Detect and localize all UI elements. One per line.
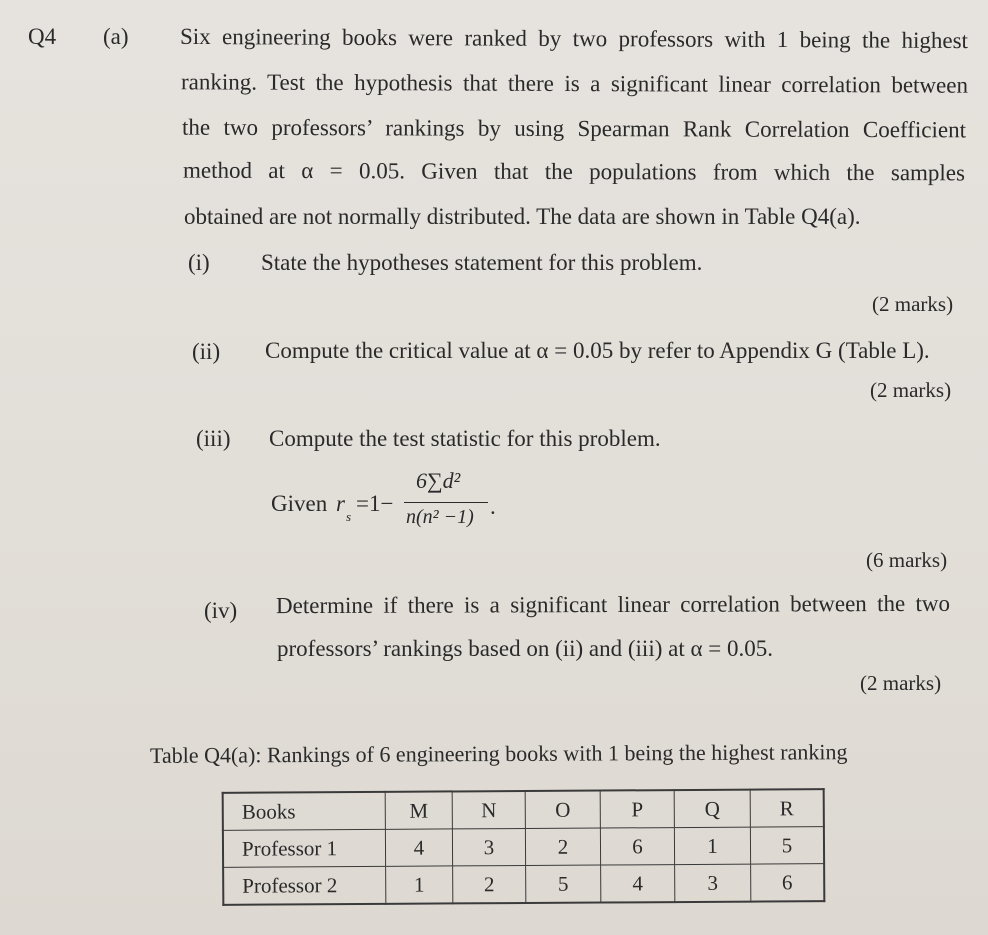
table-header-row xyxy=(223,789,824,830)
table-cell: Professor 2 xyxy=(223,866,386,904)
paragraph-line-1: Six engineering books were ranked by two professors with 1 being the highest xyxy=(179,23,969,54)
table-cell: 3 xyxy=(452,828,525,865)
table-header-cell: Books xyxy=(223,792,386,830)
formula-end: . xyxy=(490,494,496,519)
subpart-iv-label: (iv) xyxy=(204,598,238,623)
paragraph-line-4: method at α = 0.05. Given that the populations from which the samples xyxy=(182,157,966,186)
table-cell: 5 xyxy=(750,827,824,864)
table-cell: 2 xyxy=(453,865,526,903)
subpart-iv-text-line-2: professors’ rankings based on (ii) and (iii) at α = 0.05. xyxy=(277,636,773,661)
table-cell: 1 xyxy=(386,866,453,904)
subpart-iv-marks: (2 marks) xyxy=(860,671,942,695)
subpart-i-text: State the hypotheses statement for this problem. xyxy=(261,250,703,275)
paragraph-line-3: the two professors’ rankings by using Spearman Rank Correlation Coefficient xyxy=(181,114,967,143)
table-row xyxy=(223,827,824,868)
subpart-ii-marks: (2 marks) xyxy=(870,378,952,402)
formula-fraction xyxy=(404,468,488,538)
subpart-i-marks: (2 marks) xyxy=(872,292,954,316)
subpart-ii-text: Compute the critical value at α = 0.05 by refer to Appendix G (Table L). xyxy=(265,338,930,363)
table-row xyxy=(223,864,824,905)
subpart-ii-label: (ii) xyxy=(192,339,221,364)
table-cell: 3 xyxy=(675,864,751,902)
table-header-cell: M xyxy=(385,791,452,829)
rankings-table xyxy=(222,788,826,906)
formula-numerator: 6∑d² xyxy=(416,468,461,493)
subpart-iii-marks: (6 marks) xyxy=(866,548,948,572)
formula-given-label: Given xyxy=(271,491,328,516)
table-cell: 4 xyxy=(601,865,675,903)
table-header-cell: O xyxy=(525,791,600,829)
table-header-cell: R xyxy=(750,789,824,827)
question-number: Q4 xyxy=(28,24,57,49)
table-cell: 6 xyxy=(751,864,825,902)
table-cell: 6 xyxy=(600,828,674,865)
table-header-cell: P xyxy=(600,790,674,828)
paragraph-line-5: obtained are not normally distributed. The data are shown in Table Q4(a). xyxy=(184,204,861,229)
subpart-i-label: (i) xyxy=(188,250,210,275)
formula-denominator: n(n² −1) xyxy=(406,506,474,528)
table-caption: Table Q4(a): Rankings of 6 engineering books with 1 being the highest ranking xyxy=(149,739,848,768)
table-header-cell: N xyxy=(452,791,525,829)
subpart-iii-text: Compute the test statistic for this problem. xyxy=(269,426,661,451)
table-cell: 1 xyxy=(674,827,750,864)
formula-lhs: r xyxy=(336,491,345,516)
paragraph-line-2: ranking. Test the hypothesis that there is a significant linear correlation between xyxy=(180,69,969,98)
table-header-cell: Q xyxy=(674,790,750,828)
fraction-bar xyxy=(404,502,488,503)
subpart-iii-label: (iii) xyxy=(196,426,231,451)
table-cell: 2 xyxy=(525,828,600,865)
formula-equals: =1− xyxy=(356,491,394,516)
formula-lhs-sub: s xyxy=(346,509,352,524)
subpart-iv-text-line-1: Determine if there is a significant linear correlation between the two xyxy=(275,590,951,619)
table-cell: Professor 1 xyxy=(223,829,386,867)
part-label: (a) xyxy=(103,24,129,49)
table-cell: 4 xyxy=(385,829,452,866)
table-cell: 5 xyxy=(526,865,601,903)
